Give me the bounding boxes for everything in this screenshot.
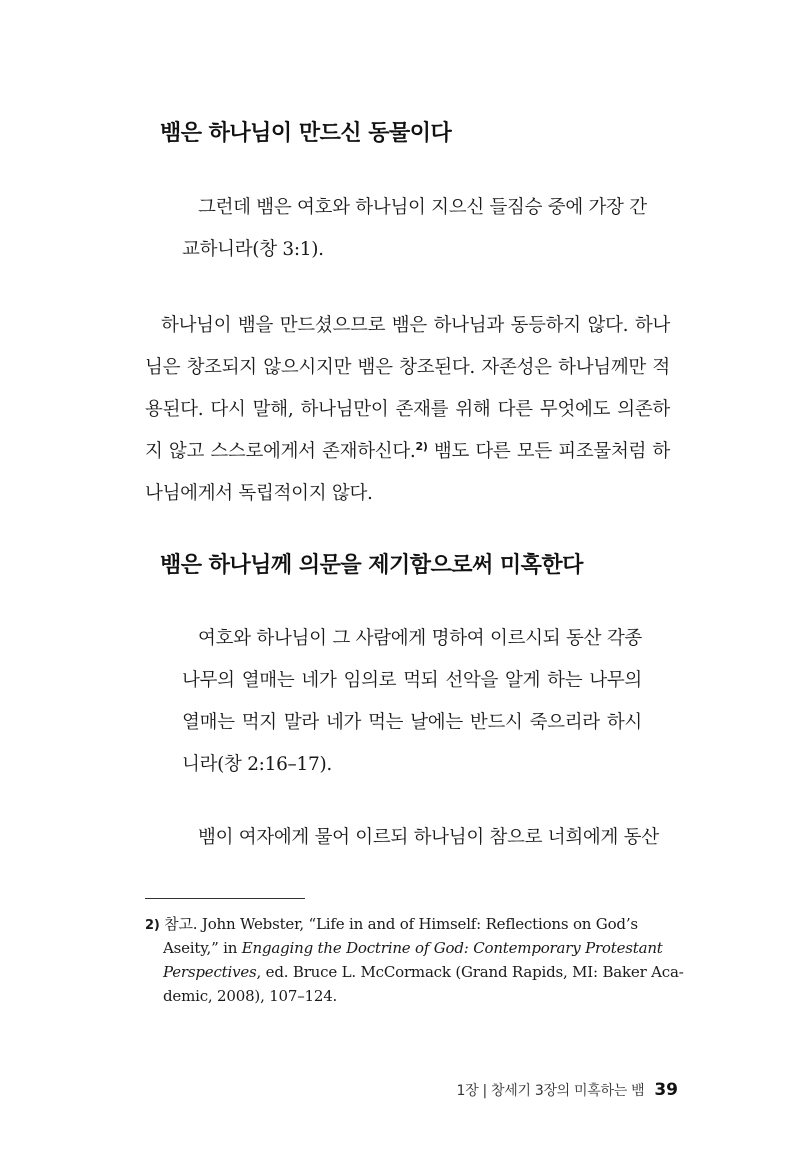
footnote-divider (145, 898, 305, 899)
quote-line: 나무의 열매는 네가 임의로 먹되 선악을 알게 하는 나무의 (182, 670, 642, 691)
footnote-book-title: Perspectives (163, 963, 257, 981)
footnote-line (145, 960, 684, 984)
footnote-line: demic, 2008), 107–124. (163, 987, 338, 1005)
footnote-reference: 2) (415, 439, 428, 453)
body-line-part: 지 않고 스스로에게서 존재하신다. (145, 441, 416, 462)
footnote-text: 참고. John Webster, “Life in and of Himself: Reflections on God’s (159, 915, 638, 933)
body-line: 님은 창조되지 않으시지만 뱀은 창조된다. 자존성은 하나님께만 적 (145, 357, 670, 378)
quote-line: 뱀이 여자에게 물어 이르되 하나님이 참으로 너희에게 동산 (198, 827, 659, 848)
footnote-book-title: Engaging the Doctrine of God: Contemporary Protestant (241, 939, 663, 957)
section-heading-serpent-created: 뱀은 하나님이 만드신 동물이다 (160, 121, 452, 146)
scripture-quote-gen-3-1 (182, 187, 647, 271)
footnote-2 (145, 912, 684, 1008)
scripture-quote-gen-3-1b (182, 817, 659, 859)
body-line: 나님에게서 독립적이지 않다. (145, 483, 373, 504)
page-number: 39 (654, 1080, 678, 1100)
body-line-part: 뱀도 다른 모든 피조물처럼 하 (427, 441, 670, 462)
running-head: 1장 | 창세기 3장의 미혹하는 뱀 (456, 1083, 645, 1099)
body-line-with-footnote (145, 431, 670, 473)
footnote-line (145, 912, 678, 936)
quote-line: 여호와 하나님이 그 사람에게 명하여 이르시되 동산 각종 (198, 628, 642, 649)
quote-line: 그런데 뱀은 여호와 하나님이 지으신 들짐승 중에 가장 간 (198, 197, 647, 218)
footnote-line (145, 936, 678, 960)
body-line: 하나님이 뱀을 만드셨으므로 뱀은 하나님과 동등하지 않다. 하나 (161, 315, 670, 336)
footnote-text: , ed. Bruce L. McCormack (Grand Rapids, MI: Baker Aca- (256, 963, 684, 981)
quote-line: 교하니라(창 3:1). (182, 239, 324, 260)
footnote-text: Aseity,” in (163, 939, 242, 957)
quote-line: 니라(창 2:16–17). (182, 754, 332, 775)
body-paragraph-aseity (145, 305, 670, 515)
body-line: 용된다. 다시 말해, 하나님만이 존재를 위해 다른 무엇에도 의존하 (145, 399, 670, 420)
page-footer (456, 1080, 678, 1100)
quote-line: 열매는 먹지 말라 네가 먹는 날에는 반드시 죽으리라 하시 (182, 712, 642, 733)
scripture-quote-gen-2-16-17 (182, 618, 642, 786)
section-heading-serpent-questions-god: 뱀은 하나님께 의문을 제기함으로써 미혹한다 (160, 553, 583, 578)
footnote-number: 2) (145, 918, 160, 933)
